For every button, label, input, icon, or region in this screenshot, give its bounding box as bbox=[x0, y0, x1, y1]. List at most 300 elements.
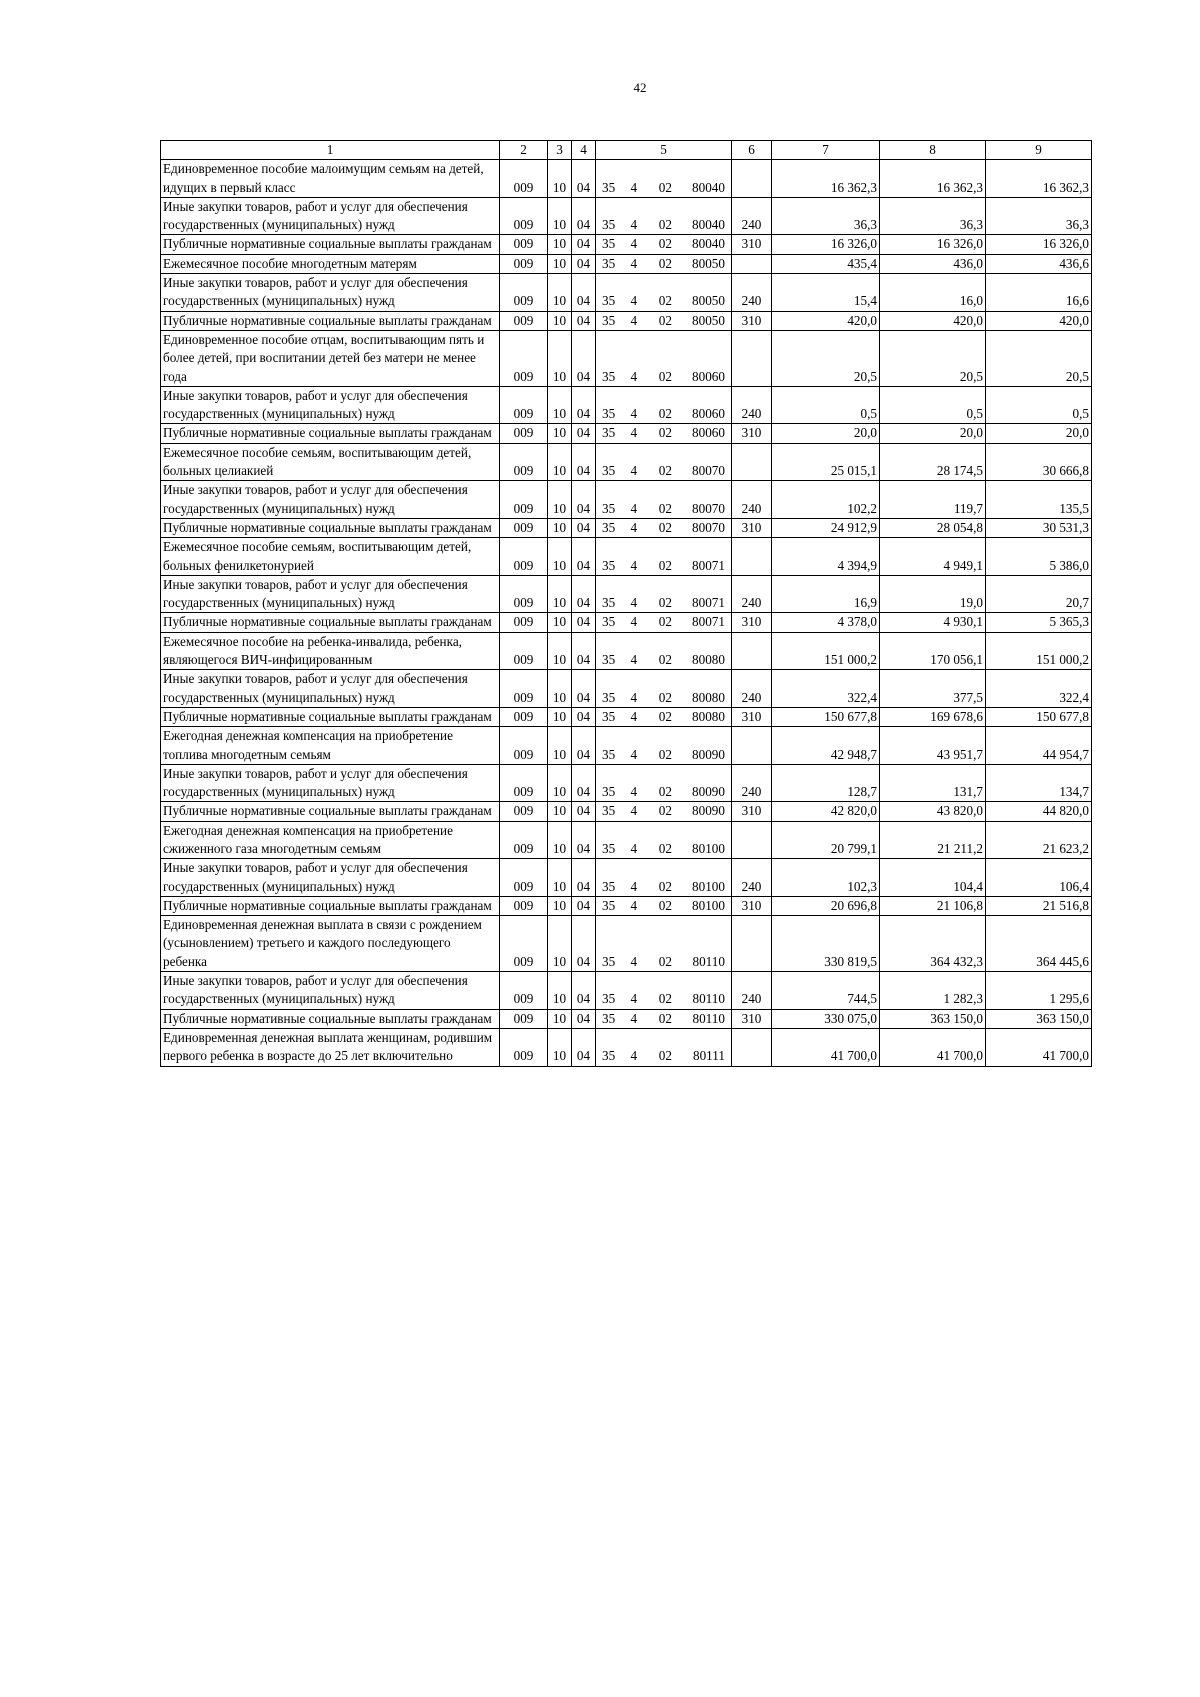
row-col-7: 36,3 bbox=[772, 197, 880, 235]
row-col-9: 20,5 bbox=[986, 330, 1092, 386]
row-col-9: 44 954,7 bbox=[986, 727, 1092, 765]
header-col-1: 1 bbox=[161, 141, 500, 160]
table-row bbox=[161, 197, 1092, 235]
header-col-7: 7 bbox=[772, 141, 880, 160]
code-part-4: 80071 bbox=[692, 557, 725, 573]
code-part-3: 02 bbox=[658, 557, 672, 573]
row-col-6: 310 bbox=[732, 235, 772, 254]
row-col-2: 009 bbox=[500, 518, 548, 537]
row-col-5 bbox=[596, 274, 732, 312]
row-col-5 bbox=[596, 1009, 732, 1028]
row-col-3: 10 bbox=[548, 972, 572, 1010]
row-col-7: 16 326,0 bbox=[772, 235, 880, 254]
row-col-5 bbox=[596, 670, 732, 708]
row-col-8: 377,5 bbox=[880, 670, 986, 708]
table-row bbox=[161, 707, 1092, 726]
row-col-2: 009 bbox=[500, 197, 548, 235]
row-col-7: 322,4 bbox=[772, 670, 880, 708]
row-col-7: 42 948,7 bbox=[772, 727, 880, 765]
code-part-3: 02 bbox=[658, 217, 672, 233]
row-col-4: 04 bbox=[572, 274, 596, 312]
code-part-4: 80090 bbox=[692, 784, 725, 800]
row-col-5 bbox=[596, 1028, 732, 1066]
row-col-2: 009 bbox=[500, 859, 548, 897]
table-row bbox=[161, 254, 1092, 273]
code-part-3: 02 bbox=[658, 1010, 672, 1026]
row-col-4: 04 bbox=[572, 1009, 596, 1028]
row-col-3: 10 bbox=[548, 859, 572, 897]
code-part-2: 4 bbox=[630, 406, 638, 422]
code-part-3: 02 bbox=[658, 255, 672, 271]
row-col-7: 102,3 bbox=[772, 859, 880, 897]
row-col-3: 10 bbox=[548, 424, 572, 443]
row-col-8: 43 820,0 bbox=[880, 802, 986, 821]
code-part-1: 35 bbox=[602, 500, 616, 516]
row-col-7: 41 700,0 bbox=[772, 1028, 880, 1066]
code-part-3: 02 bbox=[658, 312, 672, 328]
code-part-2: 4 bbox=[630, 652, 638, 668]
table-row bbox=[161, 311, 1092, 330]
row-name: Иные закупки товаров, работ и услуг для обеспечения государственных (муниципальных) нужд bbox=[161, 386, 500, 424]
row-col-9: 322,4 bbox=[986, 670, 1092, 708]
row-col-8: 364 432,3 bbox=[880, 916, 986, 972]
row-name: Иные закупки товаров, работ и услуг для обеспечения государственных (муниципальных) нужд bbox=[161, 197, 500, 235]
row-col-7: 20,5 bbox=[772, 330, 880, 386]
row-col-4: 04 bbox=[572, 538, 596, 576]
code-part-4: 80050 bbox=[692, 255, 725, 271]
row-col-3: 10 bbox=[548, 707, 572, 726]
row-col-9: 135,5 bbox=[986, 481, 1092, 519]
row-col-5 bbox=[596, 916, 732, 972]
table-row bbox=[161, 896, 1092, 915]
code-part-2: 4 bbox=[630, 425, 638, 441]
row-col-2: 009 bbox=[500, 160, 548, 198]
row-name: Единовременная денежная выплата женщинам, родившим первого ребенка в возрасте до 25 лет включительно bbox=[161, 1028, 500, 1066]
table-row bbox=[161, 538, 1092, 576]
header-col-6: 6 bbox=[732, 141, 772, 160]
row-col-8: 4 930,1 bbox=[880, 613, 986, 632]
code-part-3: 02 bbox=[658, 595, 672, 611]
row-name: Публичные нормативные социальные выплаты гражданам bbox=[161, 707, 500, 726]
row-col-9: 364 445,6 bbox=[986, 916, 1092, 972]
row-col-6 bbox=[732, 916, 772, 972]
row-col-7: 744,5 bbox=[772, 972, 880, 1010]
row-col-5 bbox=[596, 727, 732, 765]
code-part-2: 4 bbox=[630, 312, 638, 328]
row-col-4: 04 bbox=[572, 518, 596, 537]
code-part-3: 02 bbox=[658, 878, 672, 894]
row-col-4: 04 bbox=[572, 707, 596, 726]
row-name: Иные закупки товаров, работ и услуг для обеспечения государственных (муниципальных) нужд bbox=[161, 575, 500, 613]
code-part-2: 4 bbox=[630, 293, 638, 309]
row-col-3: 10 bbox=[548, 821, 572, 859]
row-col-6 bbox=[732, 330, 772, 386]
row-col-8: 43 951,7 bbox=[880, 727, 986, 765]
header-col-4: 4 bbox=[572, 141, 596, 160]
row-col-5 bbox=[596, 972, 732, 1010]
row-col-7: 151 000,2 bbox=[772, 632, 880, 670]
row-col-8: 16,0 bbox=[880, 274, 986, 312]
code-part-1: 35 bbox=[602, 255, 616, 271]
row-col-2: 009 bbox=[500, 538, 548, 576]
table-row bbox=[161, 160, 1092, 198]
row-col-4: 04 bbox=[572, 481, 596, 519]
code-part-1: 35 bbox=[602, 953, 616, 969]
code-part-1: 35 bbox=[602, 293, 616, 309]
page-number: 42 bbox=[633, 80, 647, 95]
row-name: Публичные нормативные социальные выплаты гражданам bbox=[161, 896, 500, 915]
code-part-4: 80060 bbox=[692, 406, 725, 422]
code-part-3: 02 bbox=[658, 614, 672, 630]
code-part-3: 02 bbox=[658, 425, 672, 441]
row-col-8: 1 282,3 bbox=[880, 972, 986, 1010]
row-col-5 bbox=[596, 575, 732, 613]
row-name: Иные закупки товаров, работ и услуг для обеспечения государственных (муниципальных) нужд bbox=[161, 670, 500, 708]
code-part-1: 35 bbox=[602, 595, 616, 611]
row-col-2: 009 bbox=[500, 916, 548, 972]
row-col-4: 04 bbox=[572, 972, 596, 1010]
code-part-1: 35 bbox=[602, 217, 616, 233]
row-col-7: 15,4 bbox=[772, 274, 880, 312]
row-col-6: 310 bbox=[732, 802, 772, 821]
table-row bbox=[161, 670, 1092, 708]
row-col-2: 009 bbox=[500, 821, 548, 859]
row-col-4: 04 bbox=[572, 386, 596, 424]
row-col-2: 009 bbox=[500, 613, 548, 632]
table-row bbox=[161, 1009, 1092, 1028]
row-col-6: 310 bbox=[732, 518, 772, 537]
row-col-4: 04 bbox=[572, 916, 596, 972]
row-col-9: 106,4 bbox=[986, 859, 1092, 897]
row-col-7: 128,7 bbox=[772, 764, 880, 802]
row-col-2: 009 bbox=[500, 707, 548, 726]
code-part-2: 4 bbox=[630, 368, 638, 384]
code-part-2: 4 bbox=[630, 689, 638, 705]
row-col-9: 420,0 bbox=[986, 311, 1092, 330]
code-part-2: 4 bbox=[630, 179, 638, 195]
code-part-3: 02 bbox=[658, 293, 672, 309]
code-part-1: 35 bbox=[602, 803, 616, 819]
row-col-7: 24 912,9 bbox=[772, 518, 880, 537]
table-row bbox=[161, 764, 1092, 802]
row-col-8: 28 054,8 bbox=[880, 518, 986, 537]
row-col-7: 4 394,9 bbox=[772, 538, 880, 576]
table-row bbox=[161, 481, 1092, 519]
row-col-3: 10 bbox=[548, 274, 572, 312]
row-col-9: 20,7 bbox=[986, 575, 1092, 613]
row-col-8: 436,0 bbox=[880, 254, 986, 273]
row-col-6: 240 bbox=[732, 575, 772, 613]
row-col-7: 150 677,8 bbox=[772, 707, 880, 726]
row-col-4: 04 bbox=[572, 424, 596, 443]
code-part-1: 35 bbox=[602, 406, 616, 422]
row-col-8: 41 700,0 bbox=[880, 1028, 986, 1066]
code-part-1: 35 bbox=[602, 463, 616, 479]
row-col-3: 10 bbox=[548, 386, 572, 424]
header-col-3: 3 bbox=[548, 141, 572, 160]
header-col-2: 2 bbox=[500, 141, 548, 160]
row-col-2: 009 bbox=[500, 632, 548, 670]
code-part-2: 4 bbox=[630, 500, 638, 516]
row-col-3: 10 bbox=[548, 1028, 572, 1066]
row-col-5 bbox=[596, 518, 732, 537]
row-col-5 bbox=[596, 538, 732, 576]
row-col-3: 10 bbox=[548, 254, 572, 273]
row-col-9: 30 531,3 bbox=[986, 518, 1092, 537]
row-col-6 bbox=[732, 1028, 772, 1066]
row-col-5 bbox=[596, 311, 732, 330]
code-part-4: 80110 bbox=[692, 953, 725, 969]
row-col-6: 240 bbox=[732, 197, 772, 235]
row-col-6: 310 bbox=[732, 896, 772, 915]
row-col-7: 25 015,1 bbox=[772, 443, 880, 481]
code-part-3: 02 bbox=[658, 368, 672, 384]
row-col-3: 10 bbox=[548, 727, 572, 765]
row-col-9: 134,7 bbox=[986, 764, 1092, 802]
row-col-6: 310 bbox=[732, 1009, 772, 1028]
code-part-2: 4 bbox=[630, 614, 638, 630]
row-col-2: 009 bbox=[500, 727, 548, 765]
code-part-4: 80070 bbox=[692, 519, 725, 535]
row-col-5 bbox=[596, 235, 732, 254]
row-col-3: 10 bbox=[548, 575, 572, 613]
row-col-9: 41 700,0 bbox=[986, 1028, 1092, 1066]
table-row bbox=[161, 518, 1092, 537]
code-part-4: 80090 bbox=[692, 746, 725, 762]
row-col-9: 36,3 bbox=[986, 197, 1092, 235]
code-part-1: 35 bbox=[602, 897, 616, 913]
row-col-5 bbox=[596, 821, 732, 859]
row-col-2: 009 bbox=[500, 1009, 548, 1028]
row-col-9: 16 362,3 bbox=[986, 160, 1092, 198]
row-col-8: 169 678,6 bbox=[880, 707, 986, 726]
row-col-7: 102,2 bbox=[772, 481, 880, 519]
row-col-4: 04 bbox=[572, 764, 596, 802]
code-part-3: 02 bbox=[658, 179, 672, 195]
row-col-8: 36,3 bbox=[880, 197, 986, 235]
code-part-1: 35 bbox=[602, 368, 616, 384]
header-col-5: 5 bbox=[596, 141, 732, 160]
table-row bbox=[161, 443, 1092, 481]
row-col-7: 20,0 bbox=[772, 424, 880, 443]
code-part-2: 4 bbox=[630, 953, 638, 969]
row-col-6 bbox=[732, 443, 772, 481]
row-name: Публичные нормативные социальные выплаты гражданам bbox=[161, 802, 500, 821]
row-col-2: 009 bbox=[500, 1028, 548, 1066]
row-col-8: 21 106,8 bbox=[880, 896, 986, 915]
table-row bbox=[161, 972, 1092, 1010]
code-part-2: 4 bbox=[630, 708, 638, 724]
row-col-2: 009 bbox=[500, 235, 548, 254]
row-name: Публичные нормативные социальные выплаты гражданам bbox=[161, 311, 500, 330]
code-part-3: 02 bbox=[658, 840, 672, 856]
code-part-4: 80040 bbox=[692, 179, 725, 195]
code-part-4: 80100 bbox=[692, 878, 725, 894]
row-col-6: 240 bbox=[732, 859, 772, 897]
table-row bbox=[161, 575, 1092, 613]
table-row bbox=[161, 632, 1092, 670]
code-part-4: 80110 bbox=[692, 991, 725, 1007]
row-name: Ежемесячное пособие многодетным матерям bbox=[161, 254, 500, 273]
row-col-4: 04 bbox=[572, 254, 596, 273]
code-part-1: 35 bbox=[602, 1010, 616, 1026]
table-row bbox=[161, 802, 1092, 821]
code-part-2: 4 bbox=[630, 595, 638, 611]
row-col-8: 170 056,1 bbox=[880, 632, 986, 670]
row-col-7: 420,0 bbox=[772, 311, 880, 330]
row-col-6 bbox=[732, 632, 772, 670]
row-name: Единовременная денежная выплата в связи с рождением (усыновлением) третьего и каждого последующего ребенка bbox=[161, 916, 500, 972]
row-col-9: 16,6 bbox=[986, 274, 1092, 312]
row-col-9: 30 666,8 bbox=[986, 443, 1092, 481]
row-col-7: 42 820,0 bbox=[772, 802, 880, 821]
code-part-2: 4 bbox=[630, 519, 638, 535]
header-col-9: 9 bbox=[986, 141, 1092, 160]
row-col-3: 10 bbox=[548, 802, 572, 821]
row-col-8: 28 174,5 bbox=[880, 443, 986, 481]
code-part-1: 35 bbox=[602, 519, 616, 535]
row-col-3: 10 bbox=[548, 670, 572, 708]
row-name: Публичные нормативные социальные выплаты гражданам bbox=[161, 613, 500, 632]
code-part-2: 4 bbox=[630, 803, 638, 819]
row-col-8: 20,0 bbox=[880, 424, 986, 443]
row-col-6: 310 bbox=[732, 311, 772, 330]
row-name: Иные закупки товаров, работ и услуг для обеспечения государственных (муниципальных) нужд bbox=[161, 274, 500, 312]
row-col-5 bbox=[596, 424, 732, 443]
code-part-2: 4 bbox=[630, 463, 638, 479]
row-col-5 bbox=[596, 481, 732, 519]
code-part-2: 4 bbox=[630, 255, 638, 271]
row-name: Публичные нормативные социальные выплаты гражданам bbox=[161, 424, 500, 443]
row-col-4: 04 bbox=[572, 632, 596, 670]
row-name: Иные закупки товаров, работ и услуг для обеспечения государственных (муниципальных) нужд bbox=[161, 764, 500, 802]
code-part-4: 80111 bbox=[692, 1048, 725, 1064]
row-col-9: 5 386,0 bbox=[986, 538, 1092, 576]
code-part-2: 4 bbox=[630, 897, 638, 913]
row-col-3: 10 bbox=[548, 1009, 572, 1028]
code-part-4: 80040 bbox=[692, 236, 725, 252]
row-col-5 bbox=[596, 330, 732, 386]
table-row bbox=[161, 727, 1092, 765]
row-col-5 bbox=[596, 613, 732, 632]
row-col-3: 10 bbox=[548, 538, 572, 576]
row-col-6: 240 bbox=[732, 764, 772, 802]
row-col-8: 4 949,1 bbox=[880, 538, 986, 576]
row-col-2: 009 bbox=[500, 764, 548, 802]
code-part-4: 80040 bbox=[692, 217, 725, 233]
code-part-2: 4 bbox=[630, 991, 638, 1007]
row-col-8: 119,7 bbox=[880, 481, 986, 519]
code-part-4: 80110 bbox=[692, 1010, 725, 1026]
row-col-2: 009 bbox=[500, 802, 548, 821]
row-col-7: 330 075,0 bbox=[772, 1009, 880, 1028]
code-part-2: 4 bbox=[630, 784, 638, 800]
row-col-4: 04 bbox=[572, 443, 596, 481]
row-col-6: 240 bbox=[732, 386, 772, 424]
row-col-9: 1 295,6 bbox=[986, 972, 1092, 1010]
row-col-2: 009 bbox=[500, 972, 548, 1010]
row-name: Иные закупки товаров, работ и услуг для обеспечения государственных (муниципальных) нужд bbox=[161, 972, 500, 1010]
row-col-2: 009 bbox=[500, 443, 548, 481]
table-row bbox=[161, 821, 1092, 859]
row-col-7: 330 819,5 bbox=[772, 916, 880, 972]
code-part-1: 35 bbox=[602, 557, 616, 573]
code-part-3: 02 bbox=[658, 1048, 672, 1064]
table-row bbox=[161, 1028, 1092, 1066]
code-part-1: 35 bbox=[602, 236, 616, 252]
table-row bbox=[161, 424, 1092, 443]
code-part-4: 80100 bbox=[692, 840, 725, 856]
row-col-4: 04 bbox=[572, 197, 596, 235]
row-name: Публичные нормативные социальные выплаты гражданам bbox=[161, 235, 500, 254]
row-name: Ежегодная денежная компенсация на приобретение топлива многодетным семьям bbox=[161, 727, 500, 765]
table-body bbox=[161, 160, 1092, 1066]
code-part-1: 35 bbox=[602, 425, 616, 441]
row-col-7: 20 799,1 bbox=[772, 821, 880, 859]
code-part-2: 4 bbox=[630, 746, 638, 762]
table-row bbox=[161, 274, 1092, 312]
row-col-4: 04 bbox=[572, 311, 596, 330]
row-col-2: 009 bbox=[500, 481, 548, 519]
row-col-9: 150 677,8 bbox=[986, 707, 1092, 726]
row-col-5 bbox=[596, 443, 732, 481]
row-col-5 bbox=[596, 859, 732, 897]
row-col-4: 04 bbox=[572, 896, 596, 915]
code-part-1: 35 bbox=[602, 1048, 616, 1064]
row-col-3: 10 bbox=[548, 764, 572, 802]
code-part-1: 35 bbox=[602, 878, 616, 894]
row-col-3: 10 bbox=[548, 330, 572, 386]
row-col-5 bbox=[596, 197, 732, 235]
row-col-4: 04 bbox=[572, 802, 596, 821]
code-part-2: 4 bbox=[630, 1010, 638, 1026]
row-col-4: 04 bbox=[572, 613, 596, 632]
row-col-9: 16 326,0 bbox=[986, 235, 1092, 254]
code-part-2: 4 bbox=[630, 878, 638, 894]
code-part-4: 80080 bbox=[692, 708, 725, 724]
code-part-2: 4 bbox=[630, 1048, 638, 1064]
row-col-4: 04 bbox=[572, 1028, 596, 1066]
row-col-4: 04 bbox=[572, 575, 596, 613]
row-col-2: 009 bbox=[500, 254, 548, 273]
row-name: Иные закупки товаров, работ и услуг для обеспечения государственных (муниципальных) нужд bbox=[161, 481, 500, 519]
row-col-7: 4 378,0 bbox=[772, 613, 880, 632]
row-col-7: 435,4 bbox=[772, 254, 880, 273]
row-col-5 bbox=[596, 764, 732, 802]
code-part-3: 02 bbox=[658, 897, 672, 913]
row-col-3: 10 bbox=[548, 481, 572, 519]
header-col-8: 8 bbox=[880, 141, 986, 160]
code-part-3: 02 bbox=[658, 746, 672, 762]
row-name: Единовременное пособие отцам, воспитывающим пять и более детей, при воспитании детей без матери не менее года bbox=[161, 330, 500, 386]
row-col-8: 16 326,0 bbox=[880, 235, 986, 254]
row-col-4: 04 bbox=[572, 727, 596, 765]
row-col-5 bbox=[596, 896, 732, 915]
code-part-4: 80080 bbox=[692, 689, 725, 705]
row-col-6: 310 bbox=[732, 424, 772, 443]
row-col-6 bbox=[732, 160, 772, 198]
row-col-2: 009 bbox=[500, 424, 548, 443]
code-part-3: 02 bbox=[658, 236, 672, 252]
row-col-7: 20 696,8 bbox=[772, 896, 880, 915]
code-part-3: 02 bbox=[658, 708, 672, 724]
code-part-3: 02 bbox=[658, 406, 672, 422]
code-part-3: 02 bbox=[658, 991, 672, 1007]
row-col-3: 10 bbox=[548, 916, 572, 972]
code-part-1: 35 bbox=[602, 652, 616, 668]
row-name: Ежегодная денежная компенсация на приобретение сжиженного газа многодетным семьям bbox=[161, 821, 500, 859]
row-col-6 bbox=[732, 727, 772, 765]
